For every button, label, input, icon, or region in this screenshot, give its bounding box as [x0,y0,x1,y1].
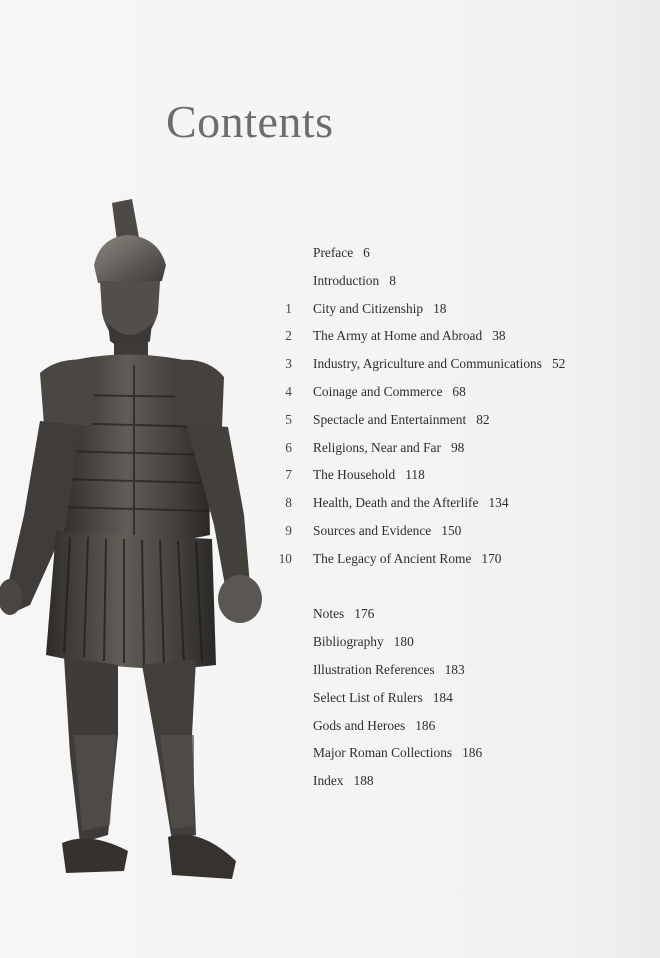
chapter-number: 4 [285,383,292,399]
toc-row-index[interactable] [270,769,630,797]
chapter-title: City and Citizenship [313,300,424,316]
toc-row-chapter-1[interactable] [270,297,630,325]
toc-row-chapter-5[interactable] [270,408,630,436]
page-number: 68 [452,383,466,399]
chapter-title: Health, Death and the Afterlife [313,495,479,511]
toc-row-chapter-8[interactable] [270,491,630,519]
chapter-title: Spectacle and Entertainment [313,411,467,427]
chapter-number: 5 [285,411,292,427]
chapter-title: The Legacy of Ancient Rome [313,550,472,566]
chapter-title: The Army at Home and Abroad [313,328,483,344]
page-number: 118 [405,467,425,483]
chapter-number: 6 [285,439,292,455]
chapter-number: 9 [285,522,292,538]
toc-row-bibliography[interactable] [270,630,630,658]
section-title: Notes [313,606,345,622]
toc-row-chapter-4[interactable] [270,380,630,408]
page-number: 184 [432,689,453,705]
roman-soldier-statuette-image [0,195,270,895]
page-number: 150 [441,522,462,538]
page-number: 186 [462,745,483,761]
chapter-title: Coinage and Commerce [313,383,443,399]
chapter-number: 7 [285,467,292,483]
toc-row-notes[interactable] [270,602,630,630]
page-number: 188 [353,773,374,789]
chapter-title: Introduction [313,272,380,288]
toc-row-chapter-10[interactable] [270,547,630,575]
page-number: 180 [393,634,414,650]
section-spacer [270,575,630,603]
page-number: 52 [551,356,566,372]
toc-row-chapter-6[interactable] [270,436,630,464]
chapter-title: Religions, Near and Far [313,439,441,455]
section-title: Bibliography [313,634,384,650]
toc-row-illustration-references[interactable] [270,658,630,686]
page-number: 98 [450,439,465,455]
page-title: Contents [166,96,334,147]
toc-row-gods-and-heroes[interactable] [270,714,630,742]
toc-row-major-roman-collections[interactable] [270,741,630,769]
section-title: Gods and Heroes [313,717,406,733]
toc-row-chapter-9[interactable] [270,519,630,547]
toc-row-chapter-7[interactable] [270,463,630,491]
section-title: Illustration References [313,661,435,677]
page-number: 134 [488,495,509,511]
chapter-title: The Household [313,467,396,483]
page-number: 82 [476,411,490,427]
toc-row-chapter-3[interactable] [270,352,630,380]
section-title: Select List of Rulers [313,689,423,705]
chapter-number: 1 [285,300,292,316]
chapter-number: 10 [278,550,292,566]
page-number: 183 [444,661,465,677]
chapter-title: Sources and Evidence [313,522,432,538]
page-number: 18 [433,300,447,316]
page-number: 6 [363,245,370,260]
chapter-number: 8 [285,495,292,511]
chapter-title: Preface [313,245,354,260]
table-of-contents [270,241,630,797]
chapter-title: Industry, Agriculture and Communications [313,356,542,372]
chapter-number: 2 [285,328,292,344]
page-number: 176 [354,606,375,622]
toc-row-preface[interactable] [270,241,630,269]
toc-row-chapter-2[interactable] [270,324,630,352]
section-title: Index [313,773,344,789]
chapter-number: 3 [285,356,292,372]
section-title: Major Roman Collections [313,745,453,761]
page-number: 186 [415,717,436,733]
toc-row-introduction[interactable] [270,269,630,297]
page-number: 8 [389,272,396,288]
page-number: 170 [481,550,502,566]
toc-row-select-list-of-rulers[interactable] [270,686,630,714]
page-number: 38 [492,328,506,344]
